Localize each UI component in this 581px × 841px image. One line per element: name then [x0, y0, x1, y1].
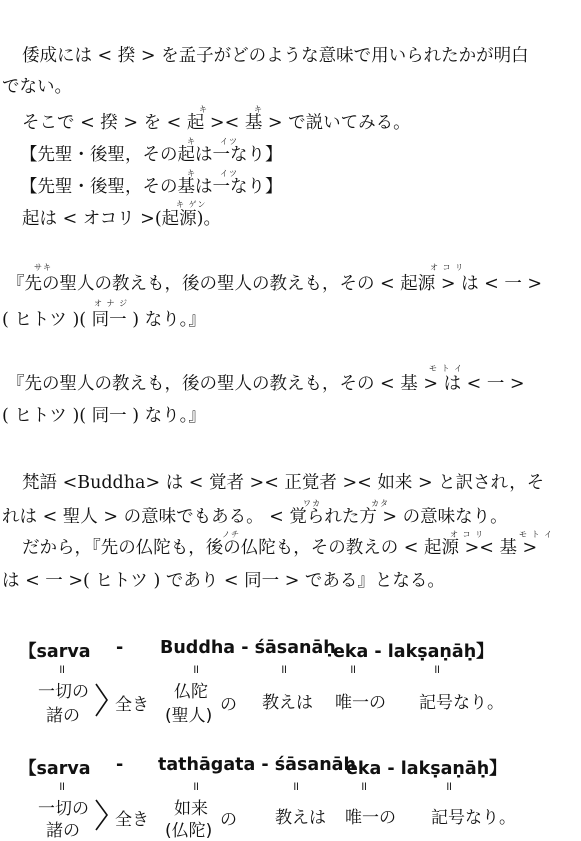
ruby-waka: ワカ — [303, 499, 321, 508]
gloss-1-matta: 全き — [115, 695, 149, 715]
paragraph-1-line-2: でない。 — [2, 77, 72, 97]
gloss-2-yuiitsu: 唯一の — [345, 808, 396, 828]
gloss-2-kigou: 記号なり。 — [431, 808, 516, 828]
sanskrit-2-sarva: 【sarva — [19, 759, 91, 779]
sanskrit-2-dash: - — [116, 755, 124, 775]
gloss-2-oshie: 教えは — [275, 808, 326, 828]
equals-mark: ॥ — [58, 779, 66, 793]
gloss-1-moromoro: 諸の — [46, 706, 80, 726]
block-2-line-2: ( ヒトツ )( 同一 ) なり。』 — [2, 406, 206, 426]
paragraph-2: そこで < 揆 > を < 起 >< 基 > で説いてみる。 — [22, 113, 411, 133]
sanskrit-2-tathagata-sasanah: tathāgata - śāsanāḥ — [158, 755, 356, 775]
ruby-okori-2: オ コ リ — [450, 530, 485, 539]
ruby-nochi: ノチ — [222, 530, 240, 539]
equals-mark: ॥ — [280, 662, 288, 676]
gloss-2-issai: 一切の — [38, 799, 89, 819]
commentary-line-1: 梵語 <Buddha> は < 覚者 >< 正覚者 >< 如来 > と訳され，そ — [22, 473, 545, 493]
gloss-1-noun-paren: (聖人) — [165, 706, 213, 726]
ruby-kigen: キ ゲン — [176, 200, 207, 209]
gloss-2-noun-paren: (仏陀) — [165, 821, 213, 841]
brace-icon — [94, 682, 110, 718]
equals-mark: ॥ — [292, 779, 300, 793]
ruby-ki-1: キ — [199, 105, 208, 114]
quote-line-3: 起は < オコリ >(起源)。 — [22, 209, 221, 229]
gloss-2-moromoro: 諸の — [46, 821, 80, 841]
gloss-2-noun: 如来 — [174, 799, 208, 819]
gloss-2-no: の — [220, 810, 237, 830]
gloss-2-matta: 全き — [115, 810, 149, 830]
gloss-1-yuiitsu: 唯一の — [335, 693, 386, 713]
paragraph-1-line-1: 倭成には < 揆 > を孟子がどのような意味で用いられたかが明白 — [22, 46, 529, 66]
equals-mark: ॥ — [360, 779, 368, 793]
ruby-ki-2: キ — [254, 105, 263, 114]
ruby-okori-1: オ コ リ — [430, 263, 465, 272]
ruby-onaji: オ ナ ジ — [94, 299, 129, 308]
quote-line-1: 【先聖・後聖，その起は一なり】 — [20, 145, 283, 165]
commentary-line-4: は < 一 >( ヒトツ ) であり < 同一 > である』となる。 — [2, 571, 445, 591]
commentary-line-2: れは < 聖人 > の意味でもある。 < 覚られた方 > の意味なり。 — [2, 507, 508, 527]
gloss-1-oshie: 教えは — [262, 693, 313, 713]
gloss-1-no: の — [220, 695, 237, 715]
equals-mark: ॥ — [192, 779, 200, 793]
equals-mark: ॥ — [445, 779, 453, 793]
gloss-1-kigou: 記号なり。 — [419, 693, 504, 713]
sanskrit-1-dash: - — [116, 638, 124, 658]
commentary-line-3: だから，『先の仏陀も，後の仏陀も，その教えの < 起源 >< 基 > — [22, 538, 538, 558]
block-1-line-2: ( ヒトツ )( 同一 ) なり。』 — [2, 310, 206, 330]
block-1-line-1: 『先の聖人の教えも，後の聖人の教えも，その < 起源 > は < 一 > — [7, 274, 543, 294]
ruby-motoi-2: モ ト イ — [519, 530, 554, 539]
ruby-itsu-2: イツ — [220, 169, 238, 178]
sanskrit-1-eka-laksanah: eka - lakṣaṇāḥ】 — [333, 642, 494, 662]
quote-line-2: 【先聖・後聖，その基は一なり】 — [20, 177, 283, 197]
ruby-ki-4: キ — [187, 169, 196, 178]
equals-mark: ॥ — [433, 662, 441, 676]
ruby-ki-3: キ — [187, 137, 196, 146]
sanskrit-1-sarva: 【sarva — [19, 642, 91, 662]
equals-mark: ॥ — [58, 662, 66, 676]
gloss-1-noun: 仏陀 — [174, 682, 208, 702]
gloss-1-issai: 一切の — [38, 682, 89, 702]
ruby-kata: カタ — [371, 499, 389, 508]
ruby-itsu-1: イツ — [220, 137, 238, 146]
sanskrit-1-buddha-sasanah: Buddha - śāsanāḥ — [160, 638, 336, 658]
ruby-motoi-1: モ ト イ — [429, 364, 464, 373]
sanskrit-2-eka-laksanah: eka - lakṣaṇāḥ】 — [346, 759, 507, 779]
equals-mark: ॥ — [349, 662, 357, 676]
brace-icon — [94, 798, 110, 832]
equals-mark: ॥ — [192, 662, 200, 676]
block-2-line-1: 『先の聖人の教えも，後の聖人の教えも，その < 基 > は < 一 > — [7, 374, 525, 394]
ruby-saki: サキ — [34, 263, 52, 272]
